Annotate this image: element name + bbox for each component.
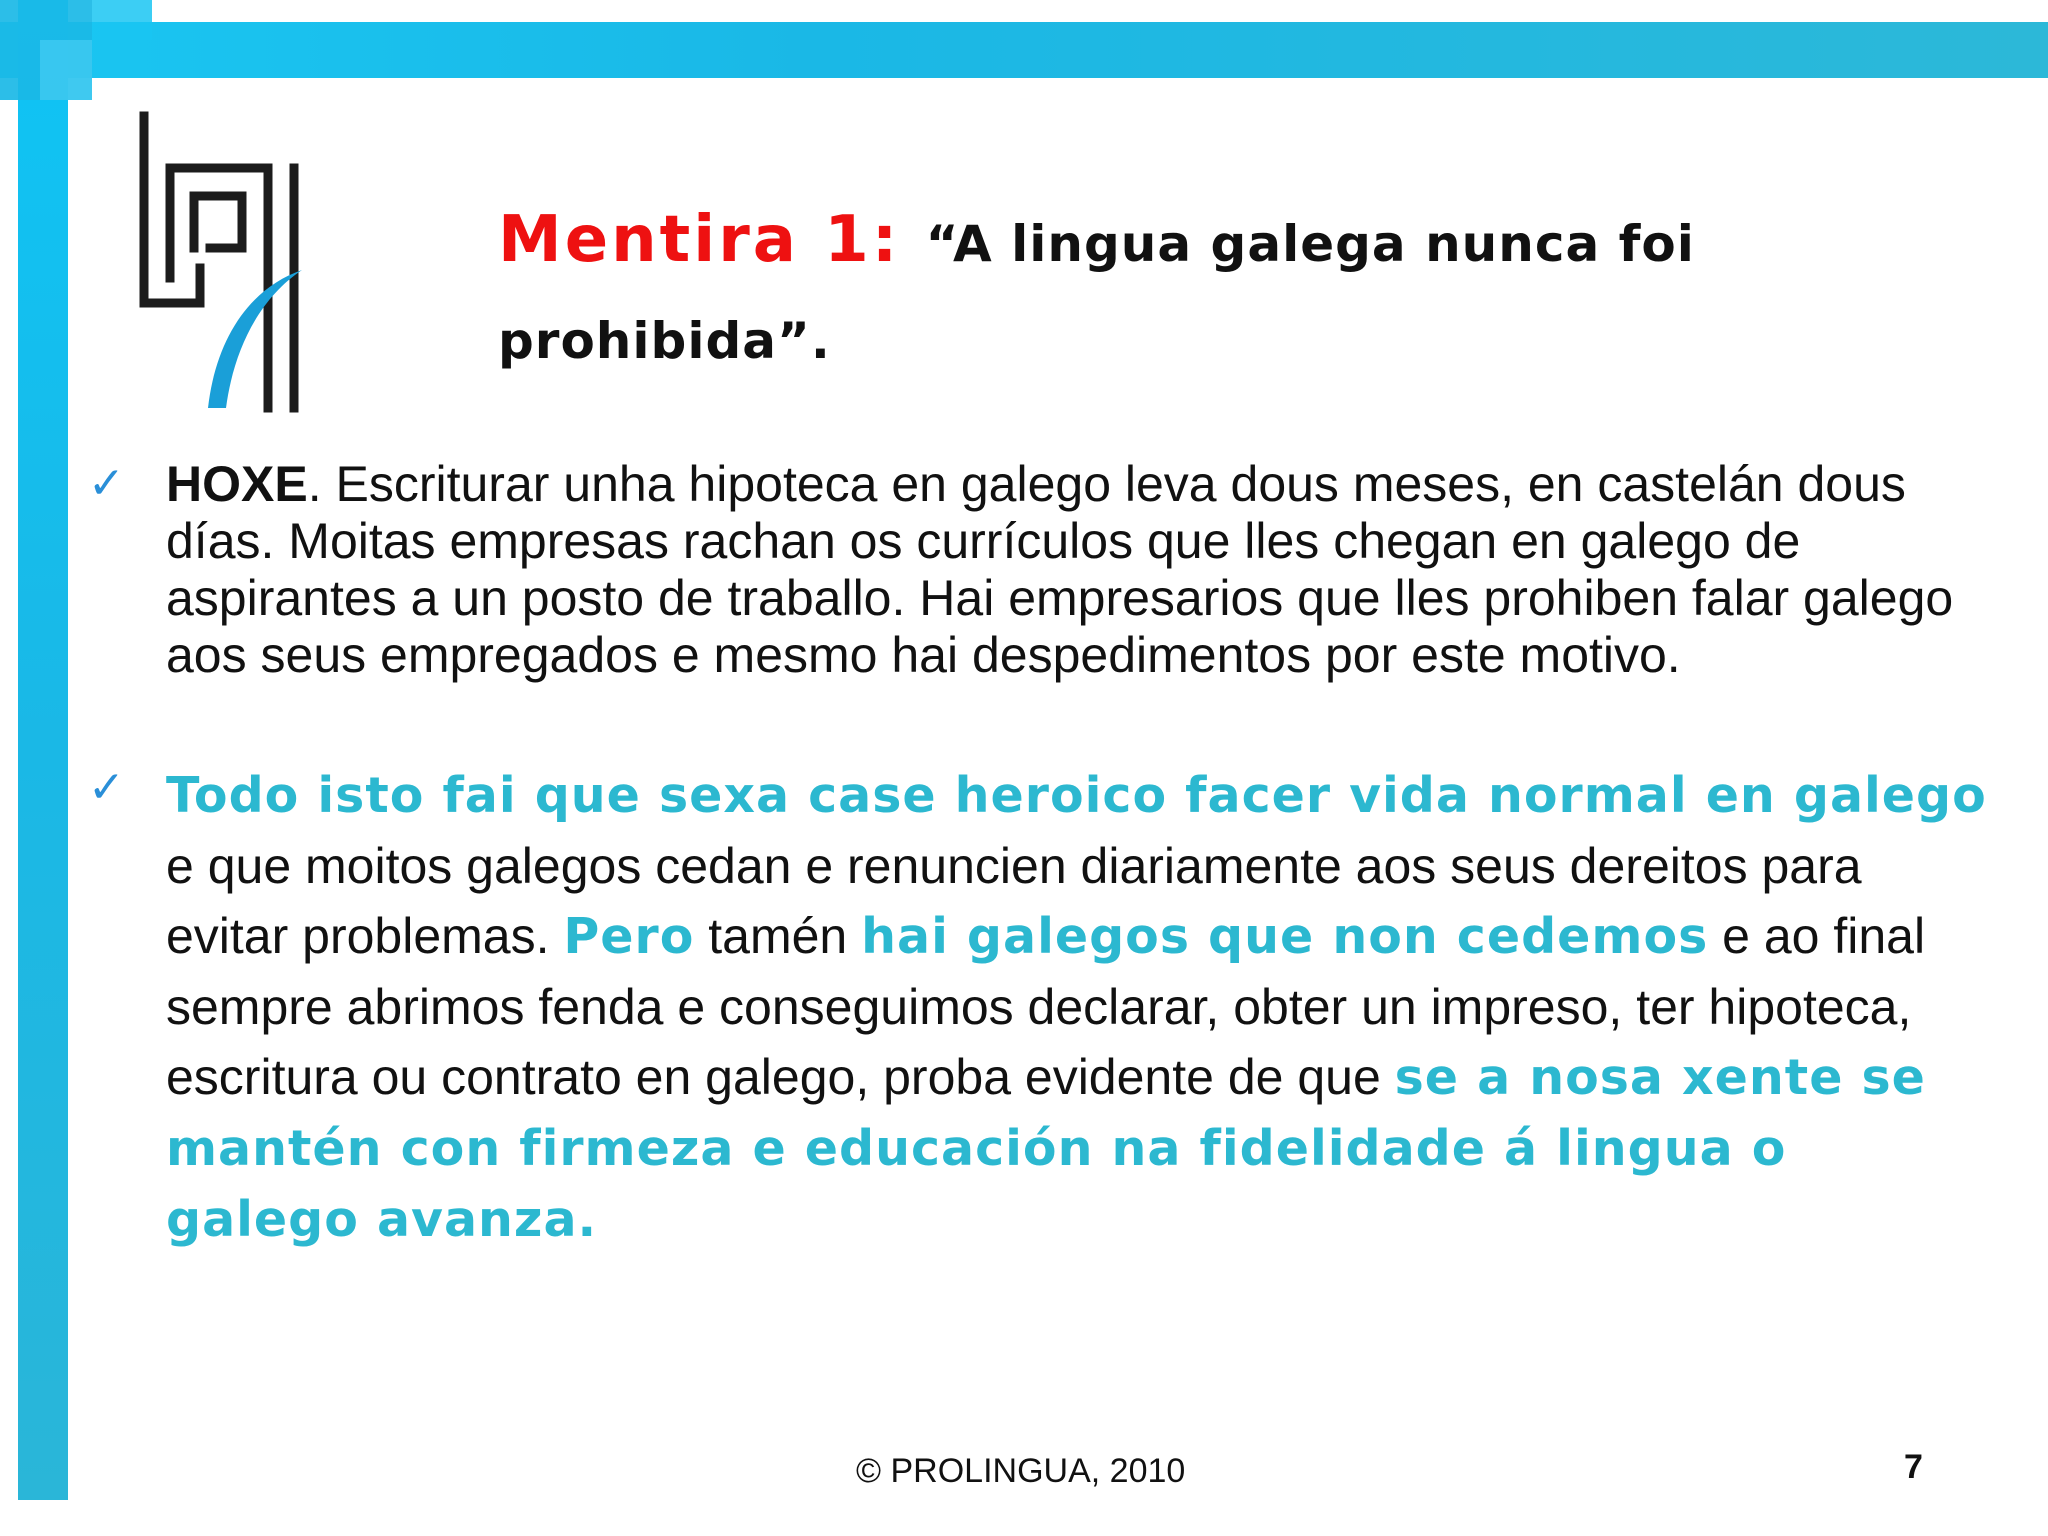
bullet2-highlight-3: hai galegos que non cedemos: [861, 908, 1709, 965]
corner-decoration: [92, 0, 152, 40]
footer-copyright: © PROLINGUA, 2010: [856, 1452, 1186, 1490]
bullet2-highlight-4: se a nosa xente se mantén con firmeza e educación na fidelidade á lingua o galego avanza.: [166, 1049, 1926, 1248]
bullet2-text-1: e que moitos galegos cedan e renuncien diariamente aos seus dereitos para evitar problemas.: [166, 838, 1862, 964]
corner-decoration: [40, 40, 92, 100]
prolingua-logo: [130, 108, 310, 418]
checkmark-icon: ✓: [88, 762, 125, 813]
bullet1-lead: HOXE: [166, 456, 308, 512]
bullet2-text-2: tamén: [694, 908, 862, 964]
title-quote: “A lingua galega nunca foi prohibida”.: [498, 215, 1695, 370]
page-number: 7: [1904, 1448, 1923, 1486]
bullet-paragraph-1: [166, 456, 1996, 684]
bullet2-highlight-2: Pero: [563, 908, 695, 965]
slide-title: [498, 198, 1918, 396]
top-frame-bar: [0, 22, 2048, 78]
title-highlight: Mentira 1:: [498, 203, 926, 277]
bullet-paragraph-2: [166, 760, 1996, 1255]
checkmark-icon: ✓: [88, 458, 125, 509]
bullet2-text-3: e ao final sempre abrimos fenda e conseguimos declarar, obter un impreso, ter hipoteca, escritura ou contrato en galego, proba evidente de que: [166, 908, 1926, 1105]
left-frame-bar: [18, 0, 68, 1500]
bullet1-text: . Escriturar unha hipoteca en galego leva dous meses, en castelán dous días. Moitas empresas rachan os currículos que lles chegan en galego de aspirantes a un posto de traballo. Hai empresarios que lles prohiben falar galego aos seus empregados e mesmo hai despedimentos por este motivo.: [166, 456, 1954, 683]
bullet2-highlight-1: Todo isto fai que sexa case heroico facer vida normal en galego: [166, 767, 1987, 824]
